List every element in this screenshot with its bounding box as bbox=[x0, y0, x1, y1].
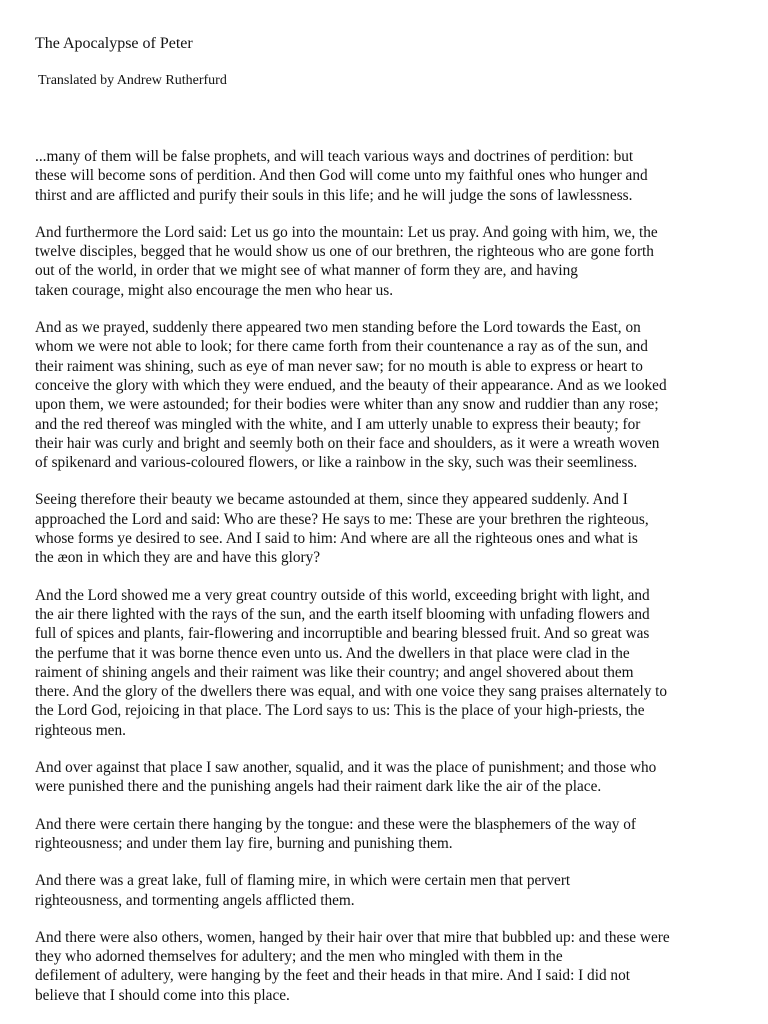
body-paragraph bbox=[35, 147, 745, 205]
text-line: there. And the glory of the dwellers there was equal, and with one voice they sang praises alternately to bbox=[35, 683, 668, 701]
text-line: were punished there and the punishing angels had their raiment dark like the air of the place. bbox=[35, 778, 602, 796]
text-line: ...many of them will be false prophets, and will teach various ways and doctrines of perdition: but bbox=[35, 148, 634, 165]
body-paragraph bbox=[35, 586, 745, 740]
text-line: their hair was curly and bright and seemly both on their face and shoulders, as it were a wreath woven bbox=[35, 434, 660, 452]
document-title: The Apocalypse of Peter bbox=[35, 35, 193, 52]
text-line: And there was a great lake, full of flaming mire, in which were certain men that pervert bbox=[35, 872, 571, 890]
text-line: upon them, we were astounded; for their bodies were whiter than any snow and ruddier than any rose; bbox=[35, 396, 659, 414]
text-line: righteousness; and under them lay fire, burning and punishing them. bbox=[35, 834, 453, 852]
document-subtitle: Translated by Andrew Rutherfurd bbox=[38, 73, 227, 88]
body-paragraph bbox=[35, 758, 745, 797]
text-line: righteous men. bbox=[35, 721, 126, 739]
text-line: these will become sons of perdition. And then God will come unto my faithful ones who hunger and bbox=[35, 167, 648, 185]
text-line: And there were also others, women, hanged by their hair over that mire that bubbled up: and these were bbox=[35, 928, 670, 946]
text-line: they who adorned themselves for adultery; and the men who mingled with them in the bbox=[35, 948, 563, 966]
body-paragraph bbox=[35, 871, 745, 910]
body-paragraph bbox=[35, 928, 745, 1005]
text-line: their raiment was shining, such as eye of man never saw; for no mouth is able to express or heart to bbox=[35, 357, 643, 375]
text-line: approached the Lord and said: Who are these? He says to me: These are your brethren the righteous, bbox=[35, 510, 649, 528]
text-line: out of the world, in order that we might see of what manner of form they are, and having bbox=[35, 262, 578, 280]
text-line: And there were certain there hanging by the tongue: and these were the blasphemers of the way of bbox=[35, 815, 637, 833]
text-line: conceive the glory with which they were endued, and the beauty of their appearance. And as we looked bbox=[35, 376, 667, 394]
text-line: And furthermore the Lord said: Let us go into the mountain: Let us pray. And going with him, we, the bbox=[35, 223, 658, 241]
text-line: of spikenard and various-coloured flowers, or like a rainbow in the sky, such was their seemliness. bbox=[35, 454, 638, 472]
text-line: the air there lighted with the rays of the sun, and the earth itself blooming with unfading flowers and bbox=[35, 605, 650, 623]
text-line: And as we prayed, suddenly there appeared two men standing before the Lord towards the East, on bbox=[35, 319, 641, 337]
text-line: righteousness, and tormenting angels afflicted them. bbox=[35, 891, 355, 909]
text-line: full of spices and plants, fair-flowering and incorruptible and bearing blessed fruit. And so great was bbox=[35, 625, 650, 643]
text-line: defilement of adultery, were hanging by the feet and their heads in that mire. And I said: I did not bbox=[35, 967, 630, 985]
text-line: taken courage, might also encourage the men who hear us. bbox=[35, 281, 394, 299]
text-line: the æon in which they are and have this glory? bbox=[35, 549, 321, 567]
text-line: And over against that place I saw another, squalid, and it was the place of punishment; and those who bbox=[35, 759, 657, 777]
body-paragraph bbox=[35, 490, 745, 567]
body-paragraph bbox=[35, 815, 745, 854]
text-line: raiment of shining angels and their raiment was like their country; and angel shovered about them bbox=[35, 663, 634, 681]
text-line: whose forms ye desired to see. And I said to him: And where are all the righteous ones and what is bbox=[35, 530, 638, 548]
text-line: believe that I should come into this place. bbox=[35, 986, 290, 1004]
text-line: whom we were not able to look; for there came forth from their countenance a ray as of the sun, and bbox=[35, 338, 648, 356]
text-line: thirst and are afflicted and purify their souls in this life; and he will judge the sons of lawlessness. bbox=[35, 186, 633, 204]
text-line: twelve disciples, begged that he would show us one of our brethren, the righteous who are gone forth bbox=[35, 243, 654, 261]
text-line: And the Lord showed me a very great country outside of this world, exceeding bright with light, and bbox=[35, 586, 650, 604]
document-body bbox=[35, 147, 745, 1023]
text-line: the Lord God, rejoicing in that place. The Lord says to us: This is the place of your high-priests, the bbox=[35, 702, 645, 720]
text-line: the perfume that it was borne thence even unto us. And the dwellers in that place were clad in the bbox=[35, 644, 630, 662]
body-paragraph bbox=[35, 223, 745, 300]
body-paragraph bbox=[35, 318, 745, 472]
text-line: and the red thereof was mingled with the white, and I am utterly unable to express their beauty; for bbox=[35, 415, 641, 433]
text-line: Seeing therefore their beauty we became astounded at them, since they appeared suddenly. And I bbox=[35, 491, 628, 509]
